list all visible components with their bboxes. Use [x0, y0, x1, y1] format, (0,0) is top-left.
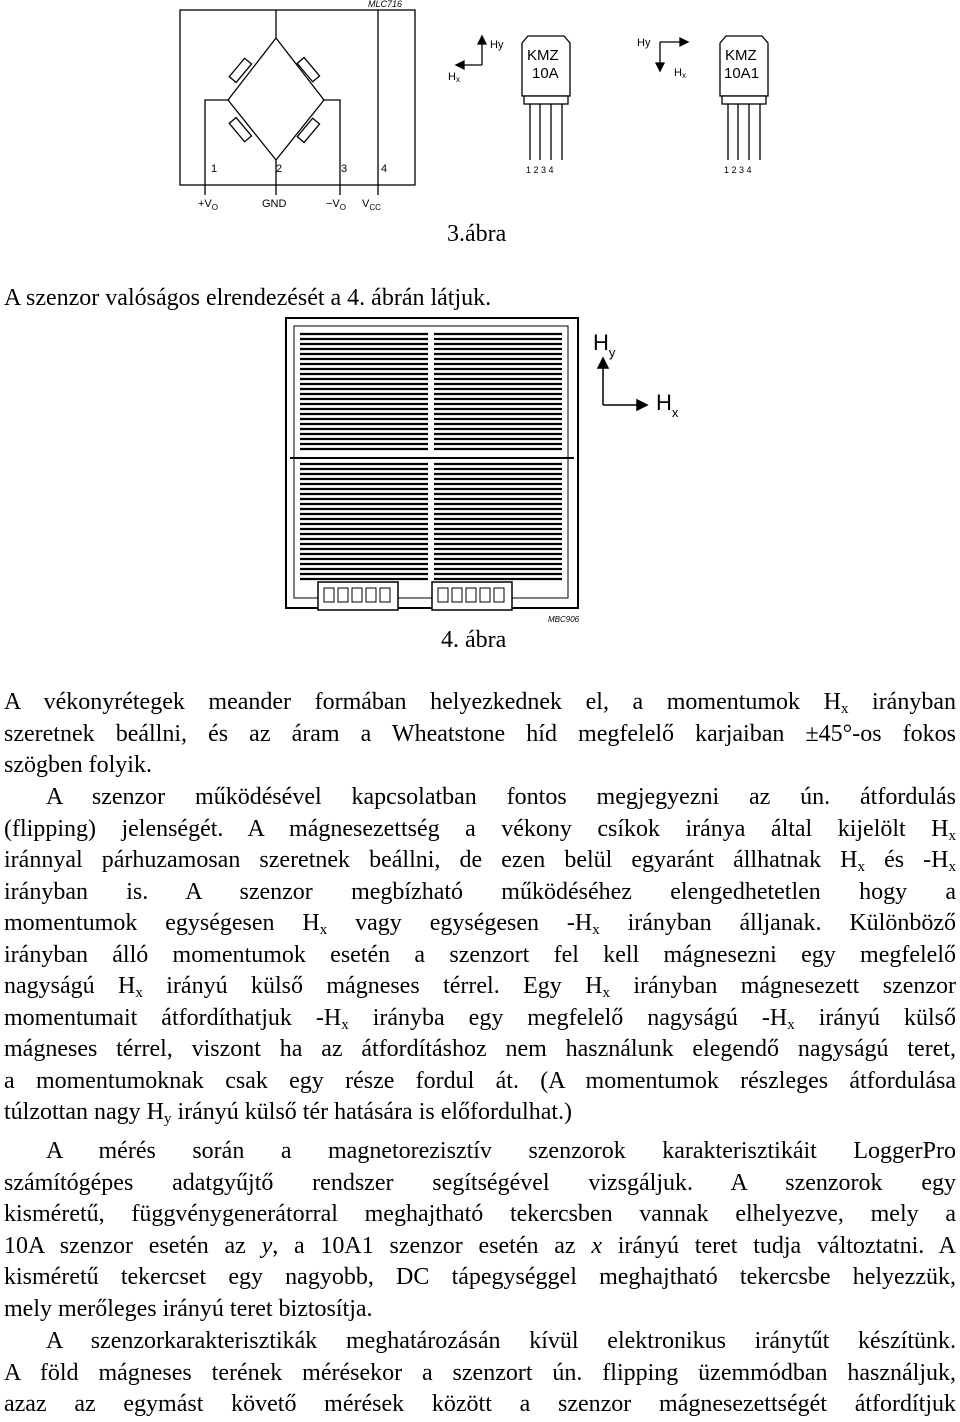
pin-signal: $V_{CC}$: [362, 198, 381, 212]
axis-arrows-icon: [656, 38, 688, 71]
paragraph-2: [4, 782, 956, 1129]
axis-x-label: Hx: [448, 71, 460, 84]
axis-arrows-icon: [456, 36, 486, 69]
text-line: számítógépes adatgyűjtő rendszer segítségével vizsgáljuk. A szenzorok egy: [4, 1169, 956, 1196]
text-line: A szenzor működésével kapcsolatban fontos megjegyezni az ún. átfordulás: [46, 784, 956, 810]
figure-3-caption: 3.ábra: [447, 221, 507, 247]
text-line: irányban is. A szenzor megbízható működéséhez elengedhetetlen hogy a: [4, 878, 956, 905]
axis-x-label: Hx: [674, 67, 686, 80]
text-line: momentumok egységesen $H_x$ vagy egységesen $-H_x$ irányban álljanak. Különböző: [4, 910, 956, 938]
axis-x-label: $H_x$: [656, 390, 679, 420]
text-line: A szenzorkarakterisztikák meghatározásán kívül elektronikus iránytűt készítünk.: [46, 1328, 956, 1354]
paragraph-1: [4, 687, 956, 782]
text-line: szeretnek beállni, és az áram a Wheatstone híd megfelelő karjaiban ±45°-os fokos: [4, 720, 956, 747]
pin-number: 1: [211, 163, 218, 175]
sensor-pins: 1 2 3 4: [526, 165, 554, 175]
chip-label: MLC716: [368, 0, 403, 9]
sensor-pins: 1 2 3 4: [724, 165, 752, 175]
intro-sentence: A szenzor valóságos elrendezését a 4. ábrán látjuk.: [4, 285, 492, 311]
pin-number: 2: [276, 163, 283, 175]
figure-3: [0, 0, 960, 225]
text-line: szögben folyik.: [4, 752, 152, 778]
text-line: kisméretű tekercset egy nagyobb, DC tápegységgel meghajtható tekercsbe helyezzük,: [4, 1264, 956, 1290]
pin-signal: $+V_O$: [198, 198, 218, 212]
text-line: momentumait átfordíthatjuk $-H_x$ irányba egy megfelelő nagyságú $-H_x$ irányú külső: [4, 1004, 956, 1033]
text-line: nagyságú $H_x$ irányú külső mágneses térrel. Egy $H_x$ irányban mágnesezett szenzor: [4, 973, 956, 1001]
text-line: a momentumoknak csak egy része fordul át. (A momentumok részleges átfordulása: [4, 1067, 956, 1094]
figure-4-caption: 4. ábra: [441, 627, 507, 653]
text-line: iránnyal párhuzamosan szeretnek beállni, de ezen belül egyaránt állhatnak $H_x$ és $-H_x$: [4, 847, 956, 875]
sensor-type: 10A1: [724, 65, 760, 82]
figure-code: MBC906: [548, 615, 580, 624]
paragraph-4: [4, 1326, 956, 1421]
text-line: (flipping) jelenségét. A mágnesezettség a vékony csíkok iránya által kijelölt $H_x$: [4, 815, 956, 844]
axis-arrows-icon: [598, 358, 647, 410]
text-line: mágneses térrel, viszont ha az átfordításhoz nem használunk elegendő nagyságú teret,: [4, 1036, 956, 1062]
text-line: azaz az egymást követő mérések között a szenzor mágnesezettségét átfordítjuk: [4, 1391, 956, 1417]
text-line: A vékonyrétegek meander formában helyezkednek el, a momentumok $H_x$ irányban: [4, 689, 956, 717]
text-line: mely merőleges irányú teret biztosítja.: [4, 1295, 373, 1322]
paragraph-3: [4, 1136, 956, 1325]
sensor-name: KMZ: [527, 47, 559, 64]
pin-number: 3: [341, 163, 348, 175]
pin-signal: $-V_O$: [326, 198, 346, 212]
pin-signal: GND: [262, 198, 287, 210]
text-line: irányban álló momentumok esetén a szenzort fel kell mágnesezni egy megfelelő: [4, 941, 956, 968]
axis-y-label: Hy: [637, 37, 651, 49]
pin-number: 4: [381, 163, 388, 175]
text-line: kisméretű, függvénygenerátorral meghajtható tekercsben vannak elhelyezve, mely a: [4, 1201, 956, 1227]
axis-y-label: $H_y$: [593, 330, 616, 360]
text-line: túlzottan nagy $H_y$ irányú külső tér hatására is előfordulhat.): [4, 1099, 573, 1127]
text-line: A mérés során a magnetorezisztív szenzorok karakterisztikáit LoggerPro: [46, 1138, 956, 1164]
sensor-name: KMZ: [725, 47, 757, 64]
figure-4: [0, 310, 960, 630]
axis-y-label: Hy: [490, 39, 504, 51]
sensor-type: 10A: [532, 65, 559, 82]
text-line: 10A szenzor esetén az y, a 10A1 szenzor esetén az x irányú teret tudja változtatni. A: [4, 1232, 956, 1259]
text-line: A föld mágneses terének mérésekor a szenzort ún. flipping üzemmódban használjuk,: [4, 1359, 956, 1386]
meander-sensor-layout: [286, 318, 578, 610]
